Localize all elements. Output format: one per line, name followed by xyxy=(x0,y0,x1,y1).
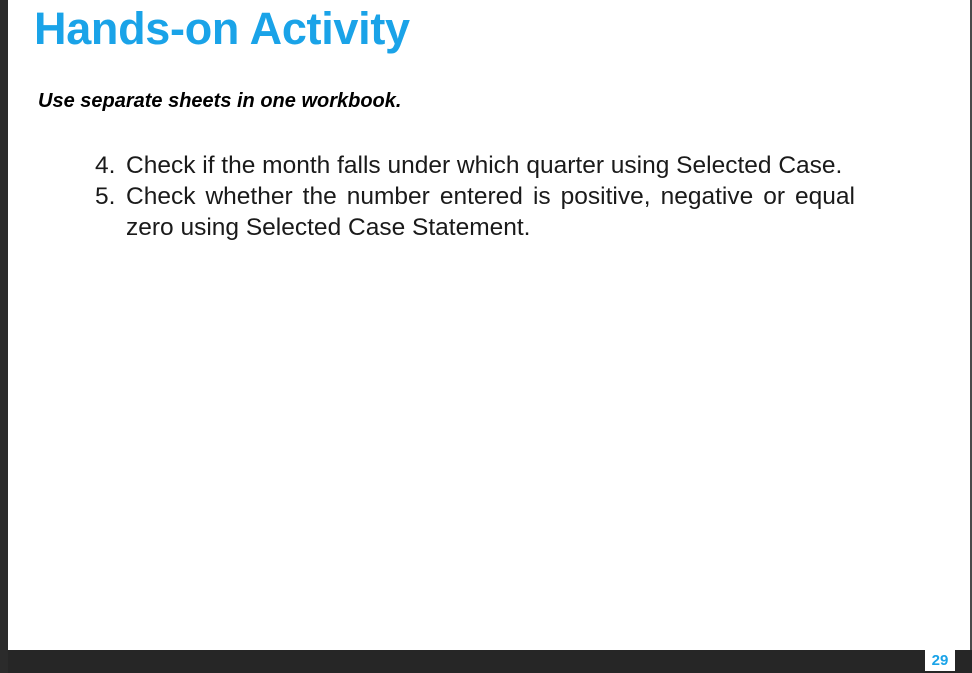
task-list xyxy=(95,150,855,243)
task-item xyxy=(95,150,855,181)
task-item xyxy=(95,181,855,243)
slide-page xyxy=(8,0,971,650)
task-text: Check if the month falls under which quarter using Selected Case. xyxy=(126,152,843,179)
page-number: 29 xyxy=(925,648,955,671)
task-number: 4. xyxy=(95,152,116,179)
footer-bar xyxy=(8,650,972,673)
task-text: Check whether the number entered is positive, negative or equal zero using Selected Case Statement. xyxy=(126,183,855,241)
task-number: 5. xyxy=(95,183,116,210)
slide-subtitle: Use separate sheets in one workbook. xyxy=(38,90,402,112)
slide-title: Hands-on Activity xyxy=(34,3,410,54)
